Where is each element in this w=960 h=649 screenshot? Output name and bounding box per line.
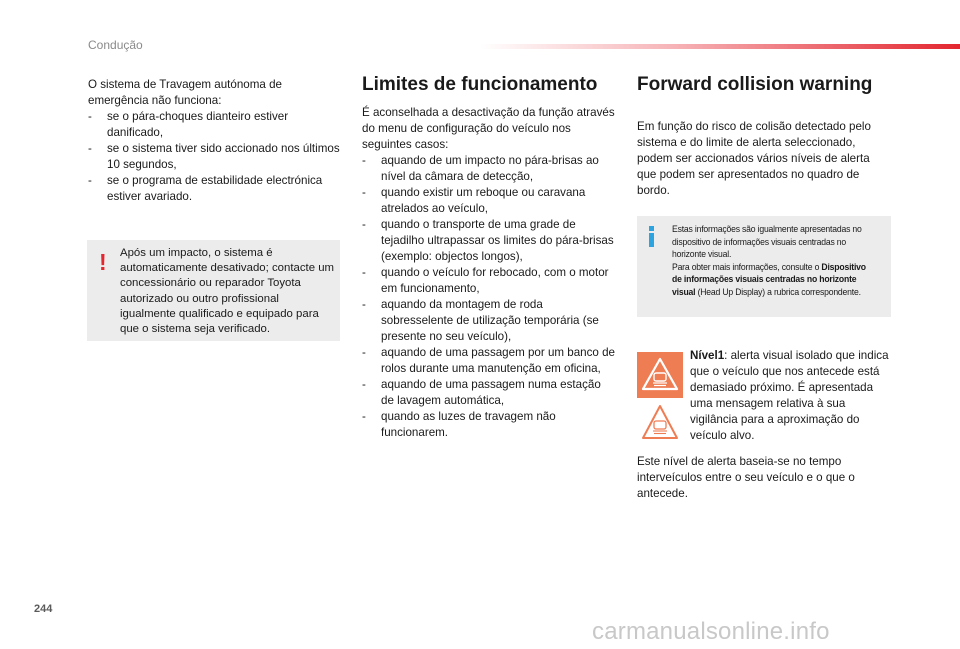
column-1 (88, 77, 340, 205)
header-accent-bar (480, 44, 960, 49)
level1-label: Nível1 (690, 349, 725, 362)
list-item: - se o sistema tiver sido accionado nos últimos 10 segundos, (88, 141, 340, 173)
collision-warning-icon-outline (637, 402, 683, 444)
warning-box (87, 240, 340, 341)
col3-intro: Em função do risco de colisão detectado pelo sistema e do limite de alerta seleccionado, podem ser accionados vários níveis de alerta que podem ser apresentados no quadro de bordo. (637, 120, 871, 197)
info-box (637, 216, 891, 317)
col2-intro: É aconselhada a desactivação da função através do menu de configuração do veículo nos seguintes casos: (362, 106, 615, 151)
col1-list (88, 109, 340, 205)
list-item: - quando as luzes de travagem não funcionarem. (362, 409, 616, 441)
list-item: - quando o veículo for rebocado, com o motor em funcionamento, (362, 265, 616, 297)
heading-forward-collision: Forward collision warning (637, 74, 873, 95)
column-3 (637, 74, 891, 199)
list-item: - aquando de um impacto no pára-brisas ao nível da câmara de detecção, (362, 153, 616, 185)
col3-outro-block (637, 454, 891, 502)
level1-description (690, 348, 890, 444)
list-item: - se o pára-choques dianteiro estiver danificado, (88, 109, 340, 141)
col3-outro: Este nível de alerta baseia-se no tempo interveículos entre o seu veículo e o que o antecede. (637, 455, 855, 500)
list-item: - aquando de uma passagem numa estação de lavagem automática, (362, 377, 616, 409)
col1-intro: O sistema de Travagem autónoma de emergência não funciona: (88, 78, 282, 107)
section-title: Condução (88, 38, 143, 52)
column-2 (362, 74, 616, 441)
info-text: Estas informações são igualmente apresentadas no dispositivo de informações visuais centradas no horizonte visual. Para obter mais informações, consulte o Dispositivo de informações visuais centradas no horizonte visual (Head Up Display) a rubrica correspondente. (672, 223, 866, 297)
list-item: - quando o transporte de uma grade de tejadilho ultrapassar os limites do pára-brisas (exemplo: objectos longos), (362, 217, 616, 265)
list-item: - aquando da montagem de roda sobresselente de utilização temporária (se presente no seu veículo), (362, 297, 616, 345)
list-item: - aquando de uma passagem por um banco de rolos durante uma manutenção em oficina, (362, 345, 616, 377)
level1-text: : alerta visual isolado que indica que o veículo que nos antecede está demasiado próximo. É apresentada uma mensagem relativa à sua vigilância para a aproximação do veículo alvo. (690, 349, 889, 442)
list-item: - se o programa de estabilidade electrónica estiver avariado. (88, 173, 340, 205)
heading-limites: Limites de funcionamento (362, 74, 598, 95)
collision-warning-icon-orange (637, 352, 683, 398)
col2-list (362, 153, 616, 441)
warning-text: Após um impacto, o sistema é automaticamente desativado; contacte um concessionário ou reparador Toyota autorizado ou outro profissional igualmente qualificado e equipado para que o sistema seja verificado. (120, 247, 335, 336)
exclamation-icon: ! (99, 249, 107, 275)
list-item: - quando existir um reboque ou caravana atrelados ao veículo, (362, 185, 616, 217)
page-number: 244 (34, 603, 53, 615)
watermark: carmanualsonline.info (592, 618, 830, 645)
info-icon (648, 226, 655, 247)
